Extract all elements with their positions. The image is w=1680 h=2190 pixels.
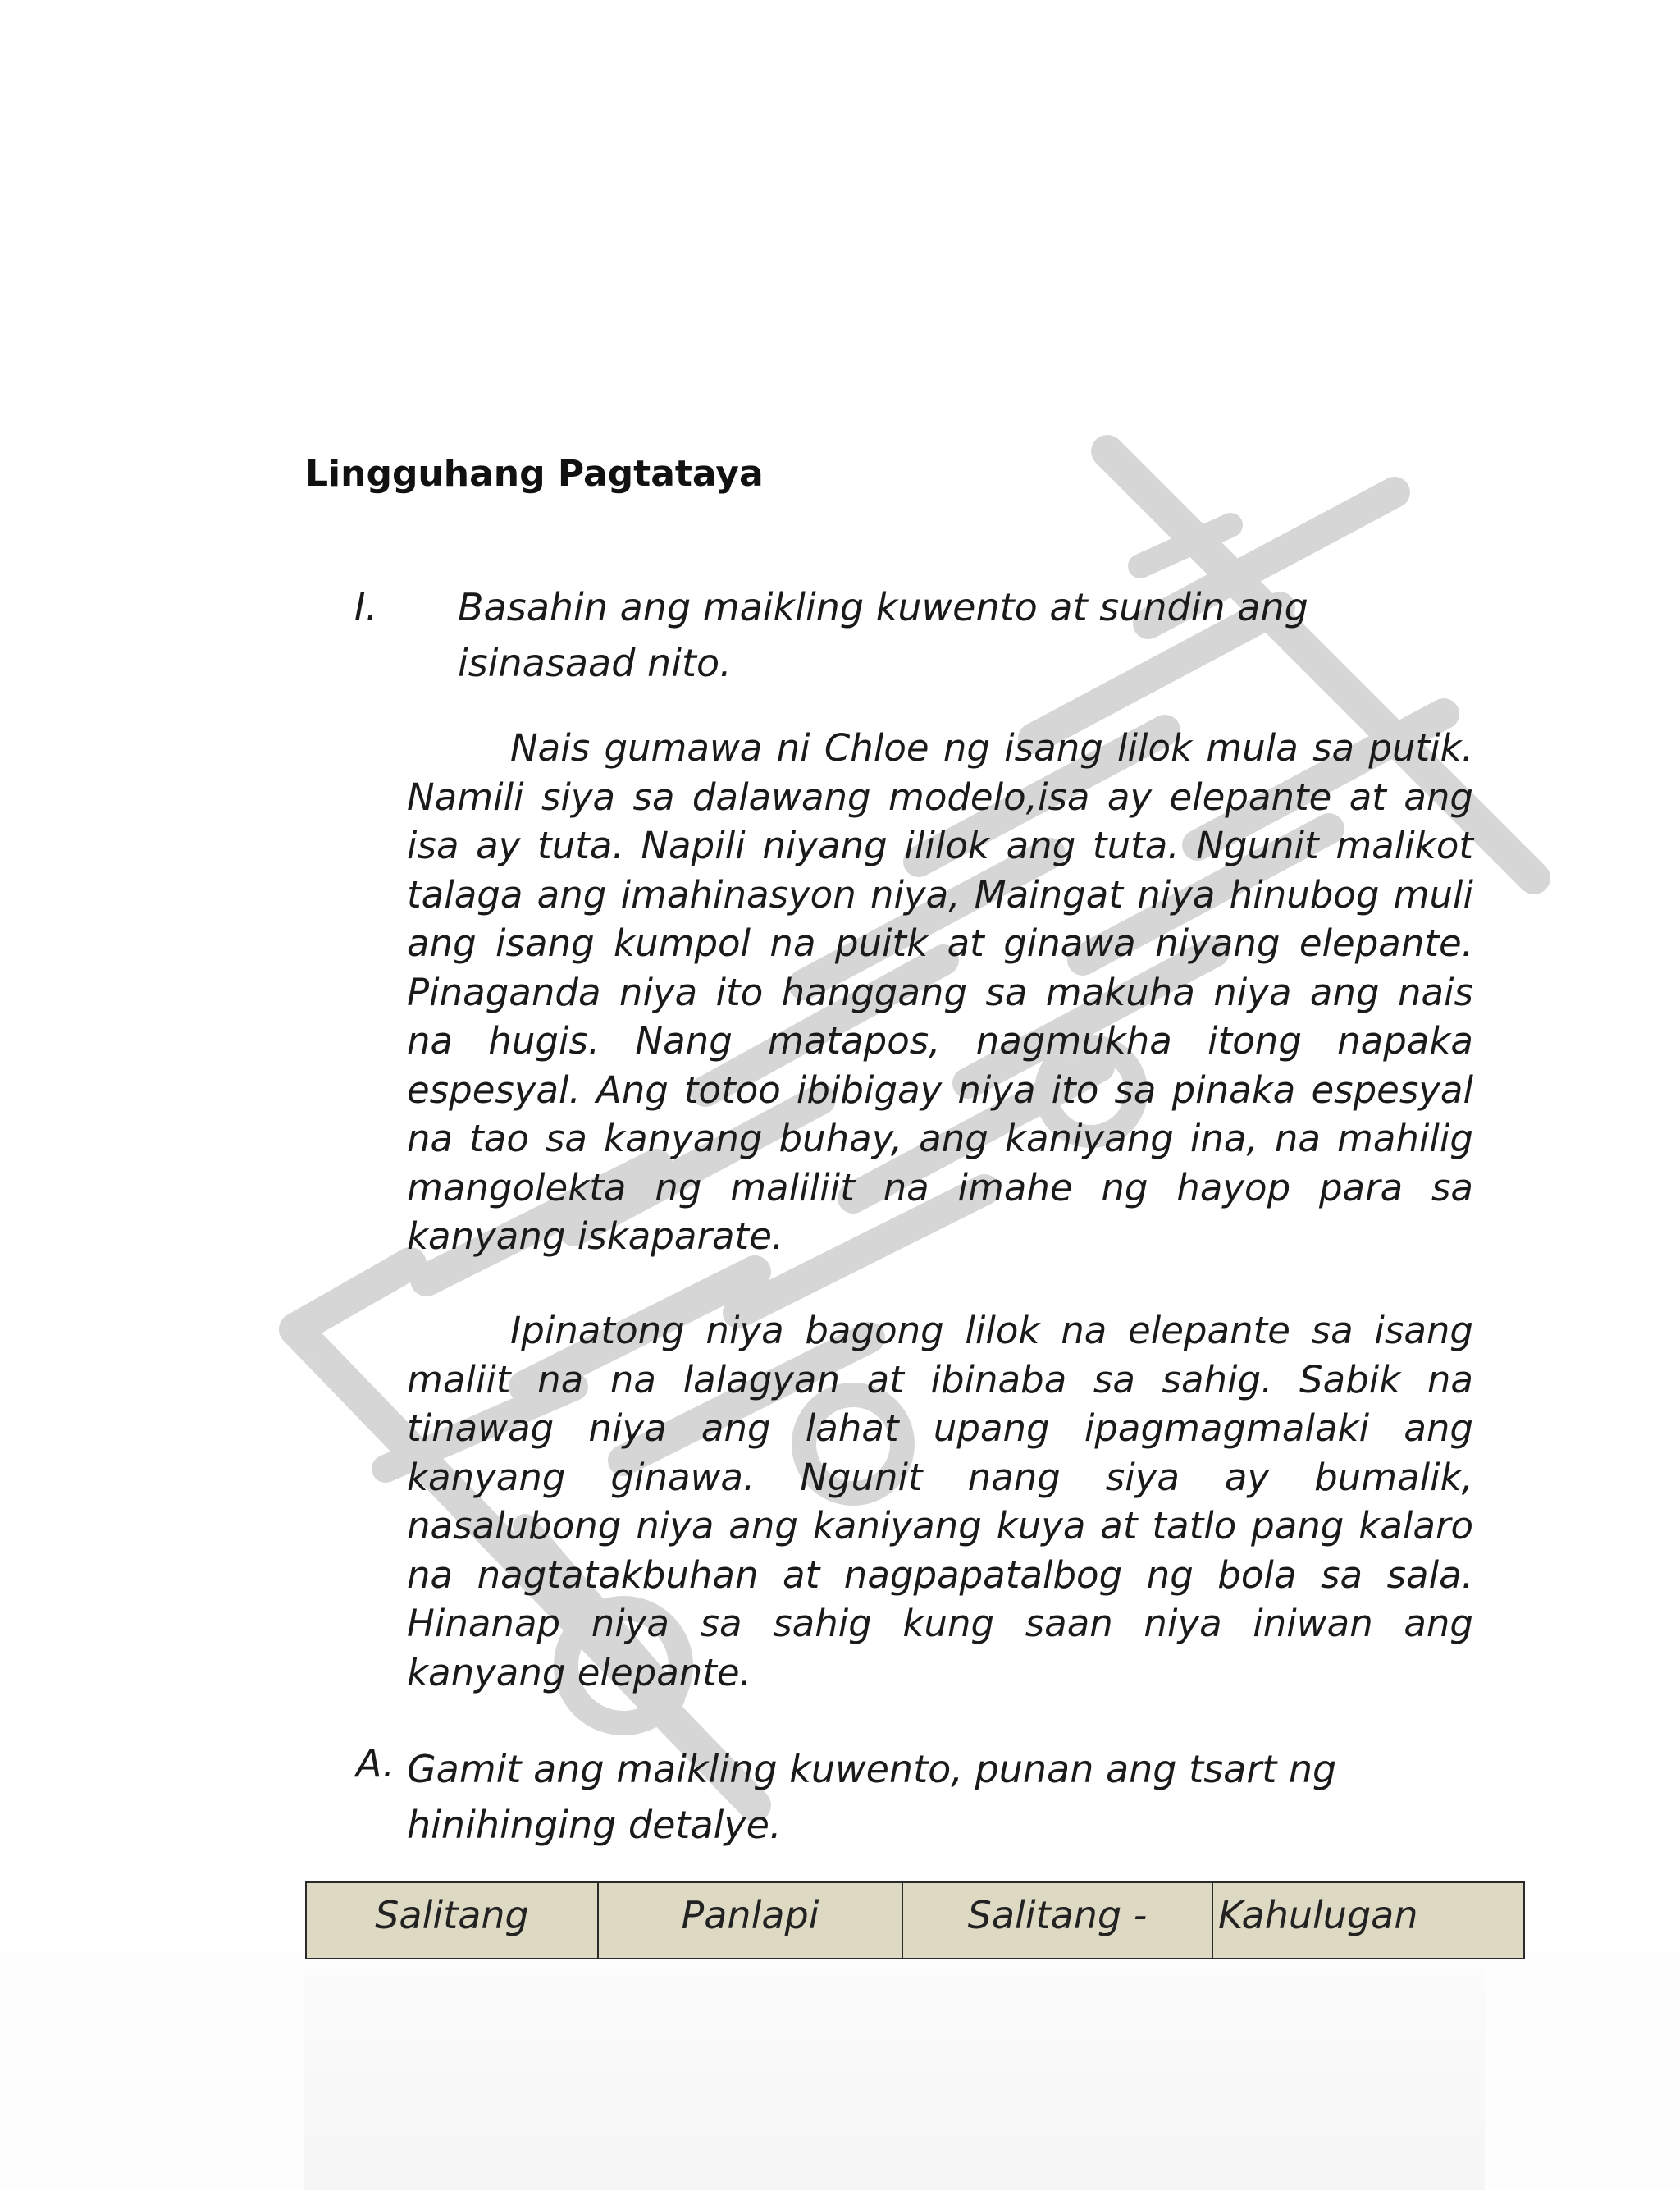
task-instruction: Gamit ang maikling kuwento, punan ang tsart ng hinihinging detalye. (407, 1747, 1337, 1847)
header-kahulugan: Kahulugan (1212, 1882, 1524, 1959)
header-salitang-ugat: Salitang - (902, 1882, 1212, 1959)
task-letter: A. (356, 1741, 395, 1785)
section-instruction: Basahin ang maikling kuwento at sundin ang isinasaad nito. (458, 585, 1308, 685)
table-header-row (306, 1882, 1524, 1959)
page-shadow (304, 1969, 1485, 2190)
header-salitang: Salitang (306, 1882, 598, 1959)
story-paragraph-1: Nais gumawa ni Chloe ng isang lilok mula sa putik. Namili siya sa dalawang modelo,isa ay elepante at ang isa ay tuta. Napili niyang ililok ang tuta. Ngunit malikot talaga ang imahinasyon niya, Maingat niya hinubog muli ang isang kumpol na puitk at ginawa niyang elepante. Pinaganda niya ito hanggang sa makuha niya ang nais na hugis. Nang matapos, nagmukha itong napaka espesyal. Ang totoo ibibigay niya ito sa pinaka espesyal na tao sa kanyang buhay, ang kaniyang ina, na mahilig mangolekta ng maliliit na imahe ng hayop para sa kanyang iskaparate. (407, 726, 1473, 1258)
answer-chart-table (305, 1881, 1525, 1959)
header-panlapi: Panlapi (598, 1882, 902, 1959)
page-title: Lingguhang Pagtataya (305, 453, 764, 495)
story-paragraph-2: Ipinatong niya bagong lilok na elepante sa isang maliit na na lalagyan at ibinaba sa sahig. Sabik na tinawag niya ang lahat upang ipagmagmalaki ang kanyang ginawa. Ngunit nang siya ay bumalik, nasalubong niya ang kaniyang kuya at tatlo pang kalaro na nagtatakbuhan at nagpapatalbog ng bola sa sala. Hinanap niya sa sahig kung saan niya iniwan ang kanyang elepante. (407, 1309, 1473, 1694)
section-number: I. (354, 584, 378, 629)
